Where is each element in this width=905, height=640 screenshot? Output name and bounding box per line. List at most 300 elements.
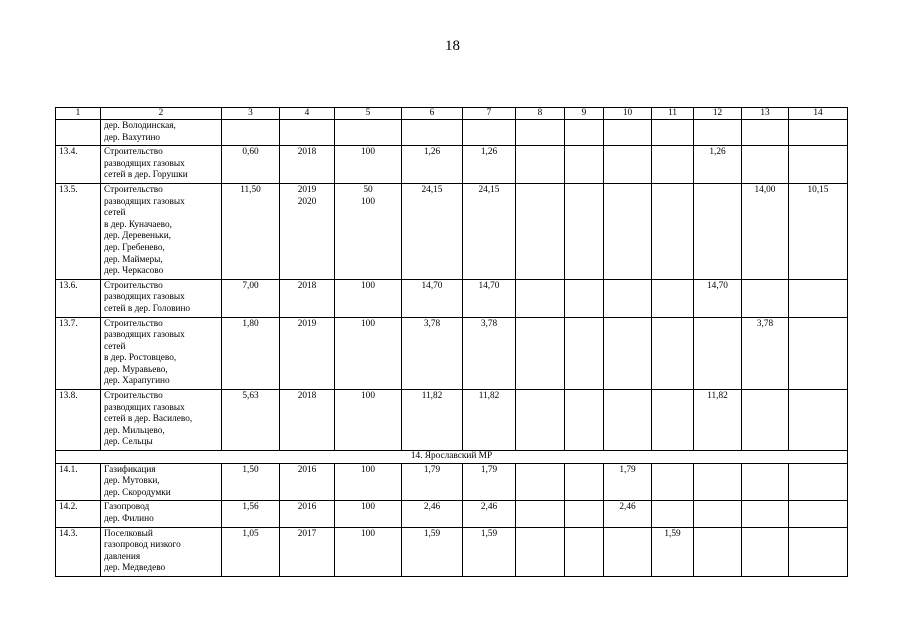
cell-line: 2020	[297, 196, 317, 207]
table-cell	[604, 390, 652, 451]
cell-line	[568, 465, 600, 477]
cell-line	[697, 121, 738, 133]
table-cell	[604, 501, 652, 527]
cell-line: сетей	[104, 208, 126, 219]
cell-line: 24,15	[421, 184, 443, 195]
cell-line	[745, 281, 785, 293]
column-header: 3	[222, 108, 280, 120]
table-cell	[604, 463, 652, 501]
table-cell	[652, 527, 694, 576]
cell-line	[655, 319, 690, 331]
table-cell	[604, 183, 652, 279]
table-cell	[56, 279, 101, 317]
table-cell	[101, 390, 222, 451]
table-cell	[402, 501, 463, 527]
cell-line: 14.2.	[59, 502, 78, 513]
cell-line: 13.4.	[59, 147, 78, 158]
table-cell	[402, 120, 463, 146]
column-header: 12	[694, 108, 742, 120]
cell-line: дер. Володинская,	[104, 121, 176, 131]
cell-line: 1,59	[423, 528, 441, 539]
table-cell	[222, 501, 280, 527]
cell-line	[607, 281, 648, 293]
cell-line: 14,70	[478, 280, 500, 291]
table-cell	[652, 183, 694, 279]
cell-line	[655, 465, 690, 477]
table-cell	[694, 501, 742, 527]
cell-line	[792, 319, 844, 331]
table-cell	[222, 120, 280, 146]
cell-line	[519, 121, 561, 133]
table-cell	[652, 390, 694, 451]
cell-line: 1,59	[480, 528, 498, 539]
table-cell	[742, 146, 789, 184]
cell-line: разводящих газовых	[104, 196, 185, 207]
data-table	[55, 107, 848, 577]
column-header: 14	[789, 108, 848, 120]
cell-line: 1,80	[242, 318, 259, 329]
cell-line	[655, 391, 690, 403]
cell-line: сетей	[104, 341, 126, 352]
table-cell	[694, 463, 742, 501]
cell-line	[607, 529, 648, 541]
table-cell	[463, 279, 516, 317]
table-cell	[694, 279, 742, 317]
table-cell	[604, 120, 652, 146]
cell-line	[519, 281, 561, 293]
table-row	[56, 527, 848, 576]
table-cell	[742, 463, 789, 501]
table-cell	[565, 146, 604, 184]
cell-line: 1,59	[664, 528, 681, 539]
table-cell	[222, 183, 280, 279]
column-header: 7	[463, 108, 516, 120]
cell-line: дер. Филино	[104, 514, 154, 524]
cell-line: 2017	[297, 528, 317, 539]
cell-line: разводящих газовых	[104, 402, 185, 413]
cell-line: 2,46	[619, 502, 636, 513]
cell-line: 3,78	[756, 318, 774, 329]
cell-line: 100	[361, 196, 375, 207]
column-header: 11	[652, 108, 694, 120]
cell-line: сетей в дер. Василево,	[104, 414, 193, 425]
cell-line: 5,63	[242, 391, 259, 402]
cell-line: 13.5.	[59, 184, 78, 195]
cell-line: 100	[361, 318, 375, 329]
table-row	[56, 501, 848, 527]
cell-line	[568, 502, 600, 514]
table-cell	[742, 501, 789, 527]
cell-line: 14,00	[754, 184, 776, 195]
table-cell	[222, 463, 280, 501]
table-cell	[652, 501, 694, 527]
table-cell	[280, 120, 335, 146]
table-cell	[652, 146, 694, 184]
table-cell	[463, 120, 516, 146]
cell-line: 13.6.	[59, 280, 78, 291]
cell-line: 100	[361, 464, 375, 475]
table-row	[56, 120, 848, 146]
table-cell	[280, 390, 335, 451]
cell-line	[745, 465, 785, 477]
table-cell	[56, 501, 101, 527]
table-cell	[335, 463, 402, 501]
cell-line: 1,26	[480, 147, 498, 158]
table-cell	[56, 317, 101, 390]
cell-line: в дер. Ростовцево,	[104, 353, 177, 364]
table-cell	[516, 146, 565, 184]
table-cell	[335, 120, 402, 146]
cell-line: Строительство	[104, 318, 163, 329]
cell-line	[607, 319, 648, 331]
table-cell	[280, 527, 335, 576]
cell-line	[568, 121, 600, 133]
table-cell	[280, 317, 335, 390]
column-header: 13	[742, 108, 789, 120]
cell-line: сетей в дер. Головино	[104, 303, 191, 314]
cell-line: 14,70	[707, 280, 728, 291]
cell-line: дер. Харапугино	[104, 376, 170, 387]
table-cell	[516, 120, 565, 146]
cell-line: 1,79	[423, 464, 441, 475]
cell-line: 2018	[297, 391, 317, 402]
table-cell	[222, 317, 280, 390]
table-cell	[516, 317, 565, 390]
table-cell	[101, 463, 222, 501]
cell-line	[697, 502, 738, 514]
cell-line: Строительство	[104, 391, 163, 402]
table-row	[56, 463, 848, 501]
table-cell	[565, 390, 604, 451]
cell-line	[519, 502, 561, 514]
table-cell	[222, 279, 280, 317]
table-cell	[402, 317, 463, 390]
table-cell	[565, 527, 604, 576]
table-cell	[789, 390, 848, 451]
cell-line: сетей в дер. Горушки	[104, 170, 188, 181]
cell-line	[568, 391, 600, 403]
table-cell	[516, 527, 565, 576]
cell-line: газопровод низкого	[104, 540, 181, 551]
cell-line: 2019	[297, 184, 317, 195]
table-cell	[101, 317, 222, 390]
table-cell	[335, 501, 402, 527]
table-cell	[222, 390, 280, 451]
table-cell	[335, 317, 402, 390]
table-cell	[694, 183, 742, 279]
table-row	[56, 279, 848, 317]
table-cell	[402, 463, 463, 501]
cell-line: разводящих газовых	[104, 330, 185, 341]
cell-line	[607, 147, 648, 159]
table-cell	[56, 527, 101, 576]
table-row	[56, 146, 848, 184]
cell-line: 13.7.	[59, 318, 78, 329]
cell-line: дер. Мутовки,	[104, 476, 160, 487]
column-header: 1	[56, 108, 101, 120]
table-cell	[101, 183, 222, 279]
cell-line	[519, 147, 561, 159]
cell-line	[792, 121, 844, 133]
table-cell	[280, 146, 335, 184]
table-row	[56, 390, 848, 451]
table-cell	[652, 279, 694, 317]
cell-line	[519, 529, 561, 541]
table-cell	[463, 527, 516, 576]
table-cell	[56, 120, 101, 146]
cell-line: дер. Деревеньки,	[104, 231, 172, 242]
table-cell	[565, 183, 604, 279]
cell-line	[225, 121, 276, 133]
table-cell	[789, 463, 848, 501]
cell-line: Газификация	[104, 464, 156, 475]
cell-line: Строительство	[104, 280, 163, 291]
table-cell	[335, 527, 402, 576]
cell-line	[792, 281, 844, 293]
table-cell	[789, 279, 848, 317]
cell-line	[655, 281, 690, 293]
table-cell	[742, 390, 789, 451]
cell-line: 100	[361, 391, 375, 402]
cell-line: дер. Вахутино	[104, 132, 161, 143]
table-cell	[694, 527, 742, 576]
cell-line: дер. Скородумки	[104, 487, 171, 498]
cell-line: 2016	[297, 464, 317, 475]
cell-line	[655, 121, 690, 133]
cell-line: 2,46	[423, 502, 441, 513]
column-header: 8	[516, 108, 565, 120]
table-cell	[565, 317, 604, 390]
cell-line	[519, 319, 561, 331]
table-cell	[516, 501, 565, 527]
table-cell	[789, 317, 848, 390]
table-cell	[742, 317, 789, 390]
table-cell	[222, 527, 280, 576]
column-header: 9	[565, 108, 604, 120]
cell-line	[697, 465, 738, 477]
table-cell	[516, 463, 565, 501]
table-cell	[463, 183, 516, 279]
cell-line: Строительство	[104, 184, 163, 195]
table-cell	[604, 279, 652, 317]
cell-line: 1,26	[423, 147, 441, 158]
table-cell	[402, 279, 463, 317]
table-cell	[652, 463, 694, 501]
cell-line	[568, 147, 600, 159]
cell-line: 1,05	[242, 528, 259, 539]
table-cell	[565, 463, 604, 501]
table-cell	[56, 463, 101, 501]
cell-line	[519, 185, 561, 197]
cell-line	[745, 529, 785, 541]
cell-line: 2019	[297, 318, 317, 329]
column-header: 2	[101, 108, 222, 120]
table-row	[56, 183, 848, 279]
cell-line: 1,79	[480, 464, 498, 475]
table-cell	[463, 501, 516, 527]
table-cell	[742, 120, 789, 146]
cell-line: 1,79	[619, 464, 636, 475]
cell-line: дер. Муравьево,	[104, 364, 168, 375]
cell-line	[519, 465, 561, 477]
table-cell	[101, 279, 222, 317]
cell-line: 100	[361, 502, 375, 513]
column-header: 5	[335, 108, 402, 120]
table-cell	[56, 183, 101, 279]
table-cell	[652, 120, 694, 146]
table-cell	[463, 390, 516, 451]
cell-line	[745, 391, 785, 403]
cell-line: 7,00	[242, 280, 259, 291]
column-header: 6	[402, 108, 463, 120]
table-cell	[101, 527, 222, 576]
table-cell	[402, 390, 463, 451]
cell-line	[607, 185, 648, 197]
cell-line	[283, 121, 331, 133]
cell-line	[405, 121, 459, 133]
table-cell	[101, 120, 222, 146]
cell-line	[519, 391, 561, 403]
cell-line: 2016	[297, 502, 317, 513]
cell-line: 11,82	[707, 391, 728, 402]
cell-line: 3,78	[480, 318, 498, 329]
table-cell	[789, 501, 848, 527]
table-cell	[335, 390, 402, 451]
table-cell	[280, 183, 335, 279]
cell-line	[466, 121, 512, 133]
table-cell	[463, 317, 516, 390]
cell-line	[607, 121, 648, 133]
table-cell	[56, 390, 101, 451]
cell-line: 14,70	[421, 280, 443, 291]
table-cell	[742, 527, 789, 576]
cell-line	[792, 465, 844, 477]
cell-line: 2018	[297, 280, 317, 291]
cell-line	[338, 121, 398, 133]
cell-line: разводящих газовых	[104, 292, 185, 303]
table-cell	[565, 279, 604, 317]
cell-line: 3,78	[423, 318, 441, 329]
cell-line: разводящих газовых	[104, 158, 185, 169]
table-cell	[56, 146, 101, 184]
table-cell	[280, 279, 335, 317]
cell-line: Поселковый	[104, 528, 153, 539]
cell-line: 1,26	[709, 147, 726, 158]
cell-line	[697, 529, 738, 541]
cell-line: 13.8.	[59, 391, 78, 402]
section-title: 14. Ярославский МР	[56, 451, 848, 464]
column-header: 4	[280, 108, 335, 120]
cell-line	[655, 502, 690, 514]
table-cell	[742, 183, 789, 279]
cell-line	[568, 281, 600, 293]
cell-line: 11,50	[240, 184, 261, 195]
table-cell	[516, 279, 565, 317]
table-cell	[604, 527, 652, 576]
table-cell	[742, 279, 789, 317]
table-cell	[789, 120, 848, 146]
cell-line	[697, 319, 738, 331]
table-cell	[565, 120, 604, 146]
table-cell	[516, 183, 565, 279]
cell-line	[568, 319, 600, 331]
cell-line	[655, 185, 690, 197]
table-body	[56, 108, 848, 577]
section-row	[56, 451, 848, 464]
table-cell	[604, 317, 652, 390]
table-cell	[463, 463, 516, 501]
cell-line	[607, 391, 648, 403]
cell-line	[745, 121, 785, 133]
cell-line: дер. Маймеры,	[104, 254, 163, 265]
cell-line: в дер. Куначаево,	[104, 219, 172, 230]
cell-line: дер. Мильцево,	[104, 425, 165, 436]
cell-line	[655, 147, 690, 159]
table-cell	[789, 527, 848, 576]
table-cell	[463, 146, 516, 184]
cell-line	[568, 529, 600, 541]
table-cell	[280, 463, 335, 501]
table-cell	[789, 183, 848, 279]
table-cell	[516, 390, 565, 451]
cell-line: 10,15	[807, 184, 829, 195]
cell-line: 0,60	[242, 147, 259, 158]
cell-line: дер. Сельцы	[104, 437, 153, 448]
table-cell	[652, 317, 694, 390]
cell-line: 2018	[297, 147, 317, 158]
cell-line	[792, 502, 844, 514]
table-cell	[101, 146, 222, 184]
cell-line	[568, 185, 600, 197]
cell-line: Строительство	[104, 147, 163, 158]
cell-line: дер. Медведево	[104, 563, 166, 574]
table-cell	[694, 317, 742, 390]
cell-line: Газопровод	[104, 502, 150, 513]
table-cell	[335, 183, 402, 279]
cell-line	[745, 502, 785, 514]
table-cell	[335, 146, 402, 184]
table-row	[56, 317, 848, 390]
table-cell	[402, 183, 463, 279]
cell-line: 11,82	[421, 391, 443, 402]
header-row	[56, 108, 848, 120]
cell-line: 14.3.	[59, 528, 78, 539]
table-cell	[402, 527, 463, 576]
cell-line: 100	[361, 528, 375, 539]
cell-line	[745, 147, 785, 159]
page-number: 18	[445, 38, 460, 54]
cell-line	[59, 121, 97, 133]
cell-line: 2,46	[480, 502, 498, 513]
table-cell	[222, 146, 280, 184]
table-cell	[280, 501, 335, 527]
cell-line: 1,56	[242, 502, 259, 513]
table-cell	[694, 120, 742, 146]
table-cell	[402, 146, 463, 184]
cell-line	[697, 185, 738, 197]
cell-line: давления	[104, 551, 141, 562]
cell-line: дер. Гребенево,	[104, 242, 165, 253]
cell-line: 1,50	[242, 464, 259, 475]
cell-line: 100	[361, 147, 375, 158]
cell-line: 50	[363, 184, 373, 195]
table-cell	[565, 501, 604, 527]
column-header: 10	[604, 108, 652, 120]
table-cell	[335, 279, 402, 317]
table-cell	[694, 146, 742, 184]
cell-line: 14.1.	[59, 464, 78, 475]
cell-line: 11,82	[478, 391, 500, 402]
